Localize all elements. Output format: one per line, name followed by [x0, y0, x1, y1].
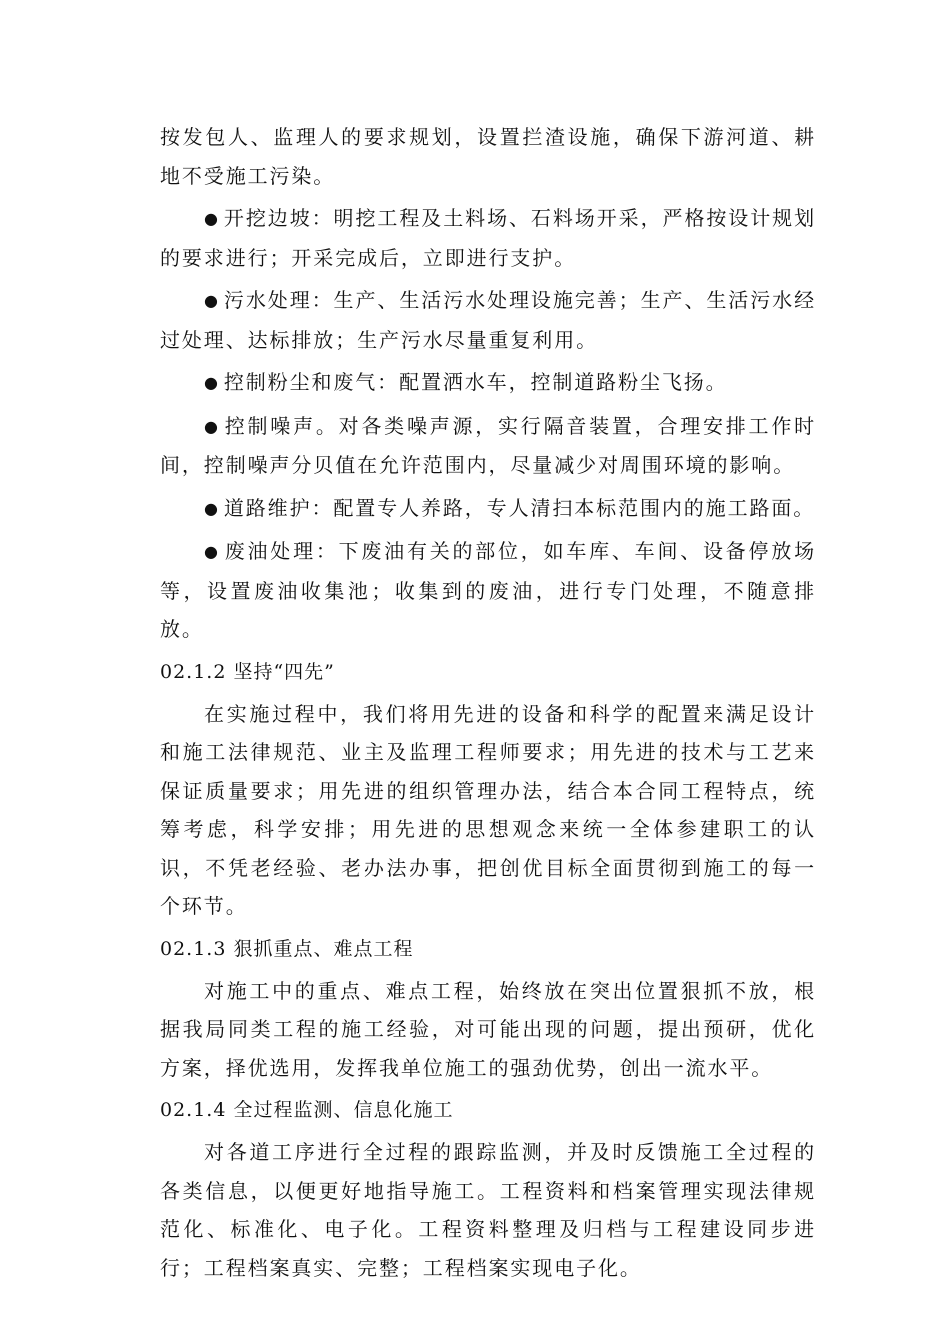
- bullet-sewage-treatment: ● 污水处理：生产、生活污水处理设施完善；生产、生活污水经过处理、达标排放；生产污水尽量重复利用。: [160, 288, 816, 352]
- paragraph-four-firsts: 在实施过程中，我们将用先进的设备和科学的配置来满足设计和施工法律规范、业主及监理工程师要求；用先进的技术与工艺来保证质量要求；用先进的组织管理办法，结合本合同工程特点，统筹考虑，科学安排；用先进的思想观念来统一全体参建职工的认识，不凭老经验、老办法办事，把创优目标全面贯彻到施工的每一个环节。: [160, 701, 816, 918]
- paragraph-intro: 按发包人、监理人的要求规划，设置拦渣设施，确保下游河道、耕地不受施工污染。: [160, 125, 816, 188]
- section-heading-monitoring: 02.1.4 全过程监测、信息化施工: [160, 1099, 454, 1121]
- bullet-icon: ●: [204, 291, 220, 310]
- bullet-waste-oil: ● 废油处理：下废油有关的部位，如车库、车间、设备停放场等，设置废油收集池；收集到的废油，进行专门处理，不随意排放。: [160, 539, 816, 641]
- bullet-excavation-slope: ● 开挖边坡：明挖工程及土料场、石料场开采，严格按设计规划的要求进行；开采完成后，立即进行支护。: [160, 206, 816, 270]
- bullet-icon: ●: [204, 373, 220, 392]
- document-page: [160, 118, 816, 1291]
- bullet-noise-control: ● 控制噪声。对各类噪声源，实行隔音装置，合理安排工作时间，控制噪声分贝值在允许范围内，尽量减少对周围环境的影响。: [160, 413, 816, 477]
- bullet-road-maintenance: ● 道路维护：配置专人养路，专人清扫本标范围内的施工路面。: [204, 495, 816, 520]
- bullet-icon: ●: [204, 416, 221, 436]
- bullet-icon: ●: [204, 498, 220, 518]
- bullet-icon: ●: [204, 542, 221, 561]
- bullet-dust-control: ● 控制粉尘和废气：配置洒水车，控制道路粉尘飞扬。: [204, 370, 728, 394]
- paragraph-monitoring: 对各道工序进行全过程的跟踪监测，并及时反馈施工全过程的各类信息，以便更好地指导施工。工程资料和档案管理实现法律规范化、标准化、电子化。工程资料整理及归档与工程建设同步进行；工程档案真实、完整；工程档案实现电子化。: [160, 1140, 816, 1280]
- paragraph-key-projects: 对施工中的重点、难点工程，始终放在突出位置狠抓不放，根据我局同类工程的施工经验，对可能出现的问题，提出预研，优化方案，择优选用，发挥我单位施工的强劲优势，创出一流水平。: [160, 978, 816, 1080]
- section-heading-key-projects: 02.1.3 狠抓重点、难点工程: [160, 937, 414, 960]
- bullet-icon: ●: [204, 209, 220, 228]
- section-heading-four-firsts: 02.1.2 坚持“四先”: [160, 660, 335, 683]
